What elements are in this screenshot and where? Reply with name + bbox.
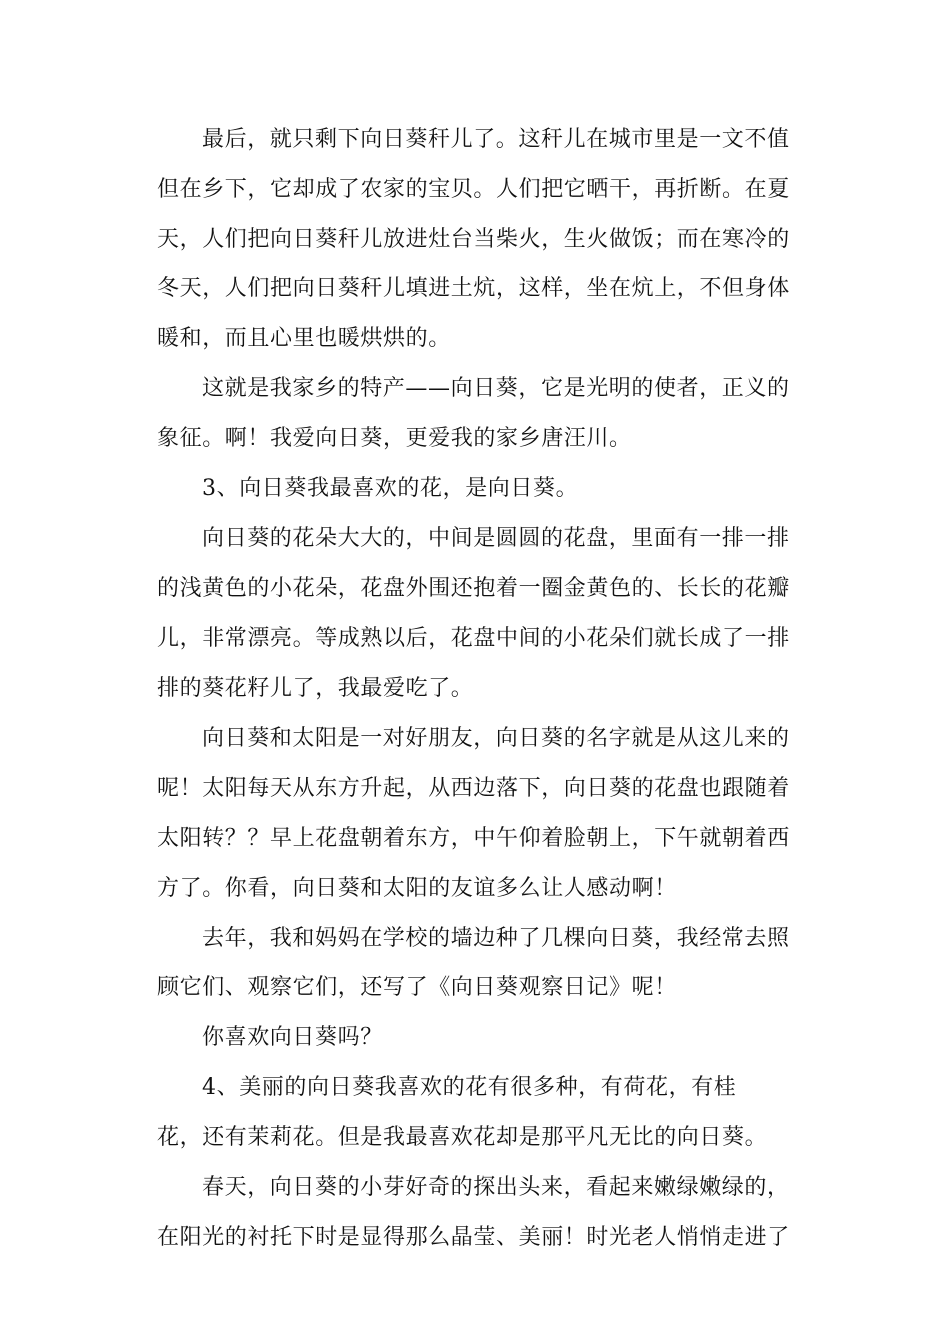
text-line: 太阳转？？早上花盘朝着东方，中午仰着脸朝上，下午就朝着西 (157, 826, 790, 851)
text-line: 这就是我家乡的特产——向日葵，它是光明的使者，正义的 (202, 376, 790, 401)
text-line: 花，还有茉莉花。但是我最喜欢花却是那平凡无比的向日葵。 (157, 1125, 768, 1150)
text-line: 方了。你看，向日葵和太阳的友谊多么让人感动啊！ (157, 876, 677, 901)
text-line: 顾它们、观察它们，还写了《向日葵观察日记》呢！ (157, 975, 677, 1000)
text-line: 去年，我和妈妈在学校的墙边种了几棵向日葵，我经常去照 (202, 926, 790, 951)
text-line: 儿，非常漂亮。等成熟以后，花盘中间的小花朵们就长成了一排 (157, 626, 790, 651)
text-line: 冬天，人们把向日葵秆儿填进土炕，这样，坐在炕上，不但身体 (157, 276, 790, 301)
text-line: 向日葵的花朵大大的，中间是圆圆的花盘，里面有一排一排 (202, 526, 790, 551)
text-line: 暖和，而且心里也暖烘烘的。 (157, 326, 451, 351)
text-line: 你喜欢向日葵吗？ (202, 1025, 383, 1050)
text-line: 最后，就只剩下向日葵秆儿了。这秆儿在城市里是一文不值 (202, 127, 790, 152)
text-line: 春天，向日葵的小芽好奇的探出头来，看起来嫩绿嫩绿的， (202, 1175, 790, 1200)
text-line: 在阳光的衬托下时是显得那么晶莹、美丽！时光老人悄悄走进了 (157, 1225, 790, 1250)
text-line: 的浅黄色的小花朵，花盘外围还抱着一圈金黄色的、长长的花瓣 (157, 576, 790, 601)
text-line: 呢！太阳每天从东方升起，从西边落下，向日葵的花盘也跟随着 (157, 776, 790, 801)
text-line: 天，人们把向日葵秆儿放进灶台当柴火，生火做饭；而在寒冷的 (157, 227, 790, 252)
text-line: 向日葵和太阳是一对好朋友，向日葵的名字就是从这儿来的 (202, 726, 790, 751)
text-line: 但在乡下，它却成了农家的宝贝。人们把它晒干，再折断。在夏 (157, 177, 790, 202)
text-line: 象征。啊！我爱向日葵，更爱我的家乡唐汪川。 (157, 426, 632, 451)
text-line: 排的葵花籽儿了，我最爱吃了。 (157, 676, 474, 701)
section-heading: 4、美丽的向日葵我喜欢的花有很多种，有荷花，有桂 (202, 1075, 737, 1100)
section-heading: 3、向日葵我最喜欢的花，是向日葵。 (202, 476, 579, 501)
